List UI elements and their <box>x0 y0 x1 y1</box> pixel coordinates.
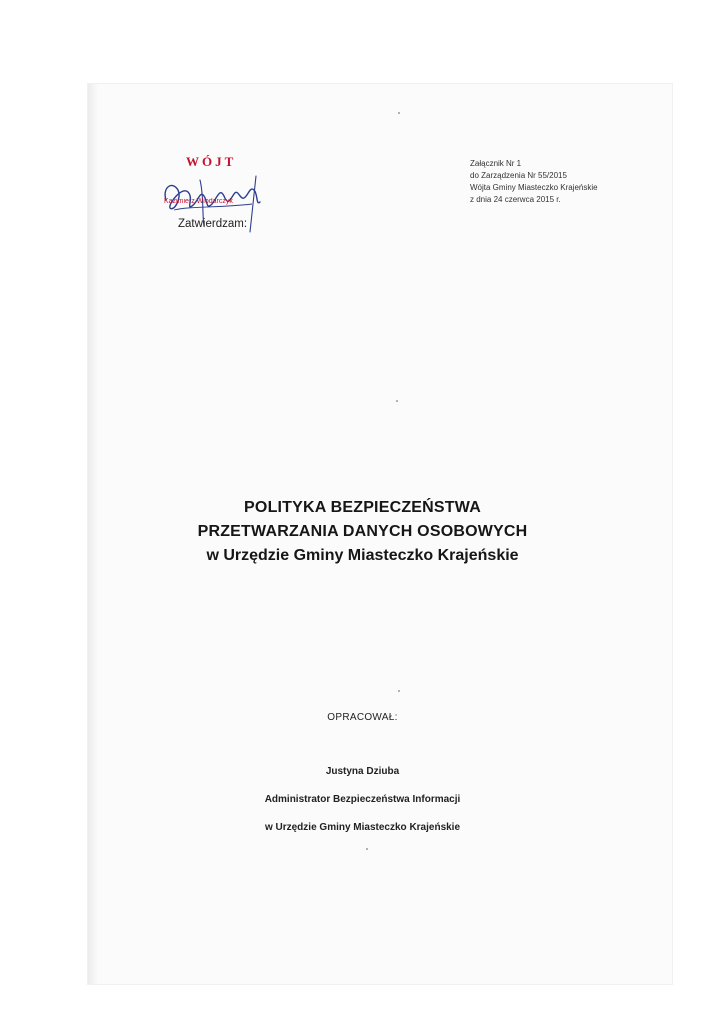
attachment-reference <box>470 158 598 206</box>
title-line: POLITYKA BEZPIECZEŃSTWA <box>244 499 481 516</box>
stamp-title: WÓJT <box>186 154 237 169</box>
stamp-name: Kazimierz Wiodarczyk <box>164 198 233 205</box>
scan-speck <box>366 848 368 850</box>
author-role: Administrator Bezpieczeństwa Informacji <box>264 794 461 805</box>
scan-speck <box>398 690 400 692</box>
reference-line: Wójta Gminy Miasteczko Krajeńskie <box>470 183 598 192</box>
author-office: w Urzędzie Gminy Miasteczko Krajeńskie <box>264 822 461 833</box>
scan-speck <box>398 112 400 114</box>
document-title <box>0 496 725 568</box>
author-name: Justyna Dziuba <box>325 766 400 777</box>
title-line: PRZETWARZANIA DANYCH OSOBOWYCH <box>197 523 528 540</box>
prepared-by-label: OPRACOWAŁ: <box>327 712 398 723</box>
scan-speck <box>396 400 398 402</box>
reference-line: do Zarządzenia Nr 55/2015 <box>470 171 567 180</box>
reference-line: z dnia 24 czerwca 2015 r. <box>470 195 561 204</box>
reference-line: Załącznik Nr 1 <box>470 159 522 168</box>
approval-label: Zatwierdzam: <box>178 218 248 230</box>
title-line: w Urzędzie Gminy Miasteczko Krajeńskie <box>206 547 519 564</box>
